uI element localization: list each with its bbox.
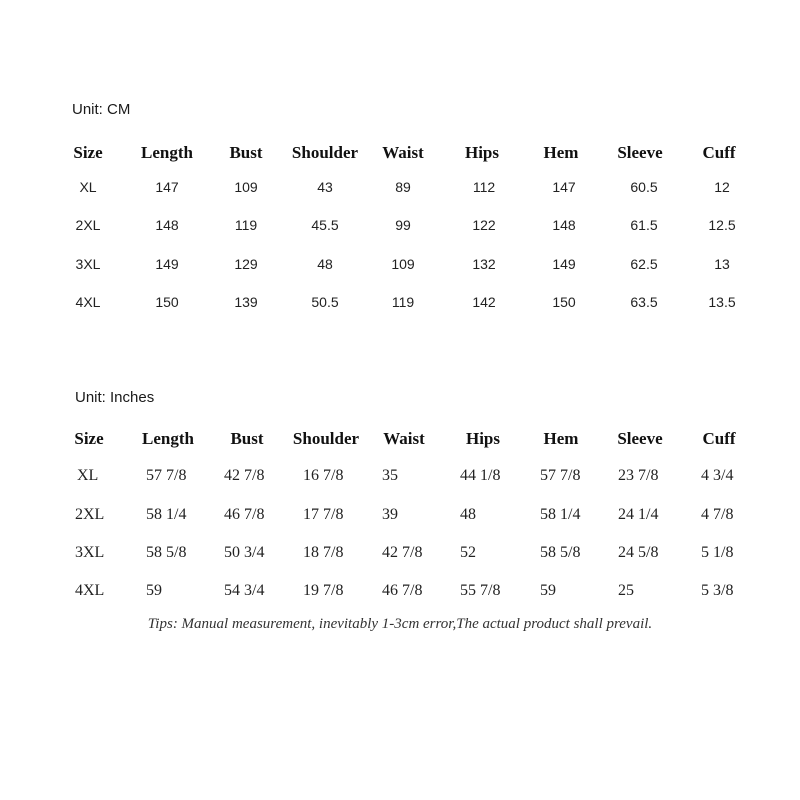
inch-cell-sleeve: 24 1/4 bbox=[618, 506, 659, 523]
inch-cell-hem: 58 5/8 bbox=[540, 544, 581, 561]
inch-cell-length: 57 7/8 bbox=[146, 467, 187, 484]
cm-cell-hips: 142 bbox=[472, 294, 496, 310]
inch-cell-shoulder: 17 7/8 bbox=[303, 506, 344, 523]
cm-cell-bust: 129 bbox=[234, 256, 258, 272]
tips-note: Tips: Manual measurement, inevitably 1-3cm error,The actual product shall prevail. bbox=[147, 616, 653, 632]
inch-header-cuff: Cuff bbox=[702, 429, 736, 448]
cm-cell-size: XL bbox=[79, 179, 97, 195]
cm-cell-bust: 139 bbox=[234, 294, 258, 310]
inch-header-hips: Hips bbox=[465, 429, 501, 448]
cm-header-row bbox=[0, 142, 800, 164]
cm-cell-sleeve: 61.5 bbox=[630, 217, 658, 233]
cm-cell-sleeve: 60.5 bbox=[630, 179, 658, 195]
table-row bbox=[0, 542, 800, 564]
cm-header-hips: Hips bbox=[464, 143, 500, 162]
inch-cell-waist: 46 7/8 bbox=[382, 582, 423, 599]
table-row bbox=[0, 580, 800, 602]
cm-cell-shoulder: 43 bbox=[317, 179, 333, 195]
table-row bbox=[0, 504, 800, 526]
cm-cell-hips: 132 bbox=[472, 256, 496, 272]
inch-cell-size: 4XL bbox=[75, 582, 105, 599]
cm-cell-cuff: 13 bbox=[714, 256, 730, 272]
cm-cell-waist: 89 bbox=[395, 179, 411, 195]
cm-header-waist: Waist bbox=[382, 143, 424, 162]
inch-header-waist: Waist bbox=[383, 429, 425, 448]
cm-cell-cuff: 13.5 bbox=[708, 294, 736, 310]
cm-cell-waist: 99 bbox=[395, 217, 411, 233]
cm-cell-bust: 119 bbox=[234, 217, 258, 233]
inch-header-hem: Hem bbox=[543, 429, 579, 448]
inch-cell-hips: 55 7/8 bbox=[460, 582, 501, 599]
inch-cell-length: 59 bbox=[146, 582, 162, 599]
cm-header-cuff: Cuff bbox=[702, 143, 736, 162]
cm-header-shoulder: Shoulder bbox=[291, 143, 359, 162]
cm-header-size: Size bbox=[73, 143, 103, 162]
inch-cell-hips: 52 bbox=[460, 544, 476, 561]
cm-cell-size: 4XL bbox=[75, 294, 101, 310]
inch-cell-hips: 44 1/8 bbox=[460, 467, 501, 484]
inch-cell-sleeve: 25 bbox=[618, 582, 634, 599]
inch-cell-size: XL bbox=[77, 467, 99, 484]
inch-cell-sleeve: 24 5/8 bbox=[618, 544, 659, 561]
table-row bbox=[0, 214, 800, 236]
cm-cell-length: 149 bbox=[155, 256, 179, 272]
cm-cell-waist: 119 bbox=[391, 294, 415, 310]
cm-unit-label: Unit: CM bbox=[72, 101, 131, 118]
cm-cell-shoulder: 45.5 bbox=[311, 217, 339, 233]
inch-cell-shoulder: 18 7/8 bbox=[303, 544, 344, 561]
inch-header-bust: Bust bbox=[230, 429, 264, 448]
inch-cell-waist: 35 bbox=[382, 467, 398, 484]
inch-cell-waist: 42 7/8 bbox=[382, 544, 423, 561]
inch-header-sleeve: Sleeve bbox=[617, 429, 663, 448]
cm-cell-hem: 149 bbox=[552, 256, 576, 272]
cm-cell-length: 147 bbox=[155, 179, 179, 195]
inch-cell-length: 58 5/8 bbox=[146, 544, 187, 561]
cm-cell-sleeve: 63.5 bbox=[630, 294, 658, 310]
inch-header-shoulder: Shoulder bbox=[292, 429, 360, 448]
inch-cell-bust: 54 3/4 bbox=[224, 582, 265, 599]
inch-cell-bust: 50 3/4 bbox=[224, 544, 265, 561]
cm-cell-sleeve: 62.5 bbox=[630, 256, 658, 272]
cm-cell-length: 148 bbox=[155, 217, 179, 233]
cm-header-sleeve: Sleeve bbox=[617, 143, 663, 162]
cm-header-length: Length bbox=[141, 143, 193, 162]
table-row bbox=[0, 176, 800, 198]
cm-cell-size: 3XL bbox=[75, 256, 101, 272]
cm-header-bust: Bust bbox=[229, 143, 263, 162]
cm-cell-waist: 109 bbox=[391, 256, 415, 272]
cm-cell-hem: 150 bbox=[552, 294, 576, 310]
inch-cell-bust: 46 7/8 bbox=[224, 506, 265, 523]
inch-cell-hem: 59 bbox=[540, 582, 556, 599]
inch-cell-cuff: 5 3/8 bbox=[701, 582, 734, 599]
cm-cell-shoulder: 50.5 bbox=[311, 294, 339, 310]
inch-cell-cuff: 4 3/4 bbox=[701, 467, 734, 484]
inch-cell-size: 2XL bbox=[75, 506, 105, 523]
inch-header-row bbox=[0, 428, 800, 450]
inch-cell-hem: 58 1/4 bbox=[540, 506, 581, 523]
cm-cell-size: 2XL bbox=[75, 217, 101, 233]
table-row bbox=[0, 291, 800, 313]
cm-cell-hem: 148 bbox=[552, 217, 576, 233]
inch-cell-cuff: 5 1/8 bbox=[701, 544, 734, 561]
cm-cell-hips: 122 bbox=[472, 217, 496, 233]
table-row bbox=[0, 253, 800, 275]
inch-header-length: Length bbox=[142, 429, 194, 448]
inch-unit-label: Unit: Inches bbox=[75, 389, 155, 406]
inch-cell-shoulder: 16 7/8 bbox=[303, 467, 344, 484]
inch-cell-bust: 42 7/8 bbox=[224, 467, 265, 484]
cm-cell-cuff: 12 bbox=[714, 179, 730, 195]
inch-cell-waist: 39 bbox=[382, 506, 398, 523]
cm-cell-bust: 109 bbox=[234, 179, 258, 195]
inch-cell-shoulder: 19 7/8 bbox=[303, 582, 344, 599]
cm-cell-length: 150 bbox=[155, 294, 179, 310]
inch-cell-hem: 57 7/8 bbox=[540, 467, 581, 484]
cm-header-hem: Hem bbox=[543, 143, 579, 162]
inch-cell-length: 58 1/4 bbox=[146, 506, 187, 523]
inch-cell-sleeve: 23 7/8 bbox=[618, 467, 659, 484]
inch-cell-size: 3XL bbox=[75, 544, 105, 561]
cm-cell-shoulder: 48 bbox=[317, 256, 333, 272]
inch-cell-cuff: 4 7/8 bbox=[701, 506, 734, 523]
inch-header-size: Size bbox=[74, 429, 104, 448]
cm-cell-cuff: 12.5 bbox=[708, 217, 736, 233]
inch-cell-hips: 48 bbox=[460, 506, 476, 523]
table-row bbox=[0, 465, 800, 487]
cm-cell-hips: 112 bbox=[472, 179, 496, 195]
cm-cell-hem: 147 bbox=[552, 179, 576, 195]
